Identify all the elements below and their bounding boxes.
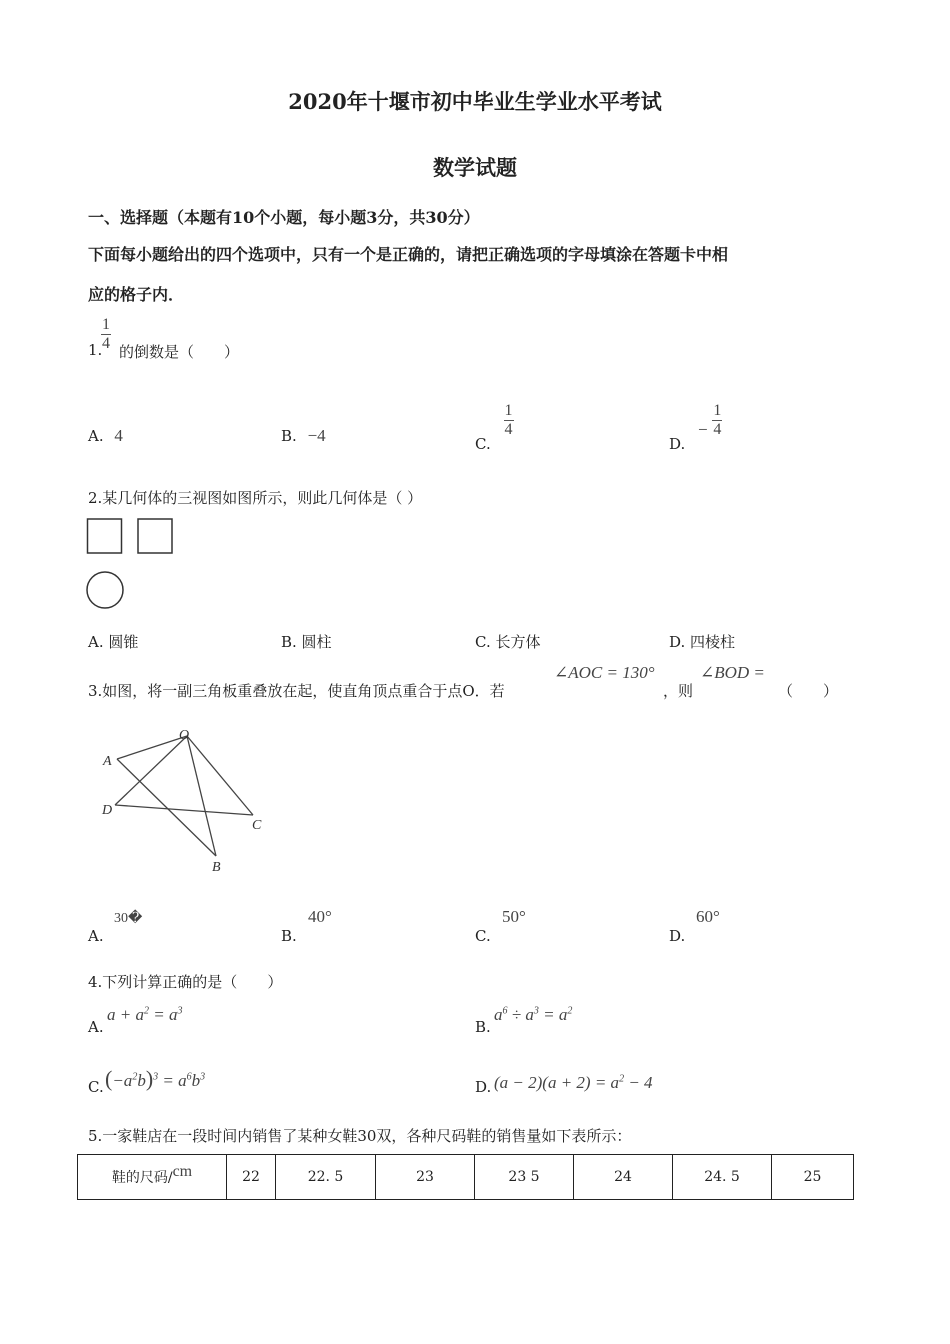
q3-option-c-value: 50° xyxy=(502,907,526,926)
q3-option-a-label[interactable]: A. xyxy=(88,927,104,945)
q2-three-views-figure xyxy=(85,515,180,613)
q1-fraction xyxy=(101,316,111,353)
q3-text: 3.如图，将一副三角板重叠放在起，使直角顶点重合于点O．若 xyxy=(88,682,505,700)
q3-option-d-value: 60° xyxy=(696,907,720,926)
header-unit: cm xyxy=(172,1163,193,1180)
q4-option-c-label[interactable]: C. xyxy=(88,1078,104,1096)
q1-text: 的倒数是（ ） xyxy=(119,343,240,361)
section-heading: 一、选择题（本题有10个小题，每小题3分，共30分） xyxy=(88,208,480,227)
table-cell: 23 5 xyxy=(475,1155,574,1200)
label-a: A xyxy=(103,754,112,769)
label-b: B xyxy=(212,860,221,875)
q3-angle-aoc: ∠AOC = 130° xyxy=(554,663,655,682)
segment-od xyxy=(115,736,187,805)
segment-oa xyxy=(117,736,187,759)
option-fraction xyxy=(504,402,514,439)
q1-option-c[interactable] xyxy=(475,402,514,453)
q1-number: 1. xyxy=(88,341,103,359)
q3-blank: （ ） xyxy=(778,682,839,700)
frac-den: 4 xyxy=(504,421,513,438)
label-c: C xyxy=(252,818,262,833)
label-d: D xyxy=(102,803,113,818)
label-o: O xyxy=(179,728,190,743)
table-cell: 24 xyxy=(574,1155,673,1200)
q3-then: ，则 xyxy=(663,682,694,700)
q1-frac-den: 4 xyxy=(102,335,110,352)
option-label: A. xyxy=(88,427,104,445)
shoe-size-table xyxy=(77,1154,854,1200)
option-label: B. xyxy=(281,427,297,445)
table-row xyxy=(78,1155,854,1200)
q2-text: 2.某几何体的三视图如图所示，则此几何体是（ ） xyxy=(88,489,423,507)
q4-option-b-expr: $a^6 \div a^3 = a^2$ xyxy=(494,1005,573,1024)
segment-dc xyxy=(115,805,253,815)
option-value: 4 xyxy=(114,426,123,445)
q2-option-d[interactable]: D. 四棱柱 xyxy=(669,633,736,651)
front-view-square xyxy=(88,519,122,553)
q4-option-a-expr: $a + a^2 = a^3$ xyxy=(107,1005,183,1024)
frac-den: 4 xyxy=(713,421,722,438)
q3-option-b-label[interactable]: B. xyxy=(281,927,297,945)
q4-option-d-expr: $(a - 2)(a + 2) = a^2 - 4$ xyxy=(494,1073,653,1092)
section-instruction-2: 应的格子内． xyxy=(88,285,185,304)
table-cell: 22 xyxy=(227,1155,276,1200)
q3-option-d-label[interactable]: D. xyxy=(669,927,686,945)
q4-option-a-label[interactable]: A. xyxy=(88,1018,104,1036)
q3-triangle-figure xyxy=(95,722,275,880)
q4-option-b-label[interactable]: B. xyxy=(475,1018,491,1036)
q2-option-c[interactable]: C. 长方体 xyxy=(475,633,541,651)
table-cell: 24. 5 xyxy=(673,1155,772,1200)
option-fraction xyxy=(712,402,722,439)
option-value: −4 xyxy=(307,426,326,445)
q1-option-d[interactable] xyxy=(669,402,722,453)
section-instruction-1: 下面每小题给出的四个选项中，只有一个是正确的，请把正确选项的字母填涂在答题卡中相 xyxy=(88,245,729,264)
q4-option-d-label[interactable]: D. xyxy=(475,1078,492,1096)
q3-option-c-label[interactable]: C. xyxy=(475,927,491,945)
segment-ab xyxy=(117,759,216,856)
page-subtitle: 数学试题 xyxy=(433,155,517,180)
option-label: C. xyxy=(475,434,491,453)
top-view-circle xyxy=(87,572,123,608)
q2-option-b[interactable]: B. 圆柱 xyxy=(281,633,332,651)
q5-text: 5.一家鞋店在一段时间内销售了某种女鞋30双，各种尺码鞋的销售量如下表所示： xyxy=(88,1127,632,1145)
table-header-cell xyxy=(78,1155,227,1200)
q1-option-b[interactable] xyxy=(281,426,326,446)
q3-angle-bod: ∠BOD = xyxy=(700,663,765,682)
q3-option-a-value: 30� xyxy=(114,911,143,926)
q4-text: 4.下列计算正确的是（ ） xyxy=(88,973,283,991)
q4-option-c-expr: $(-a^2b)^3 = a^6b^3$ xyxy=(105,1066,206,1091)
side-view-square xyxy=(138,519,172,553)
option-label: D. xyxy=(669,434,686,453)
q2-option-a[interactable]: A. 圆锥 xyxy=(88,633,139,651)
q3-option-b-value: 40° xyxy=(308,907,332,926)
frac-num: 1 xyxy=(713,402,722,419)
table-cell: 25 xyxy=(772,1155,854,1200)
q1-option-a[interactable] xyxy=(88,426,123,446)
page-title: 2020年十堰市初中毕业生学业水平考试 xyxy=(288,89,662,114)
option-sign: − xyxy=(698,419,708,439)
header-text: 鞋的尺码/ xyxy=(111,1170,173,1186)
frac-num: 1 xyxy=(504,402,513,419)
table-cell: 23 xyxy=(376,1155,475,1200)
table-cell: 22. 5 xyxy=(276,1155,376,1200)
q1-frac-num: 1 xyxy=(102,316,110,333)
